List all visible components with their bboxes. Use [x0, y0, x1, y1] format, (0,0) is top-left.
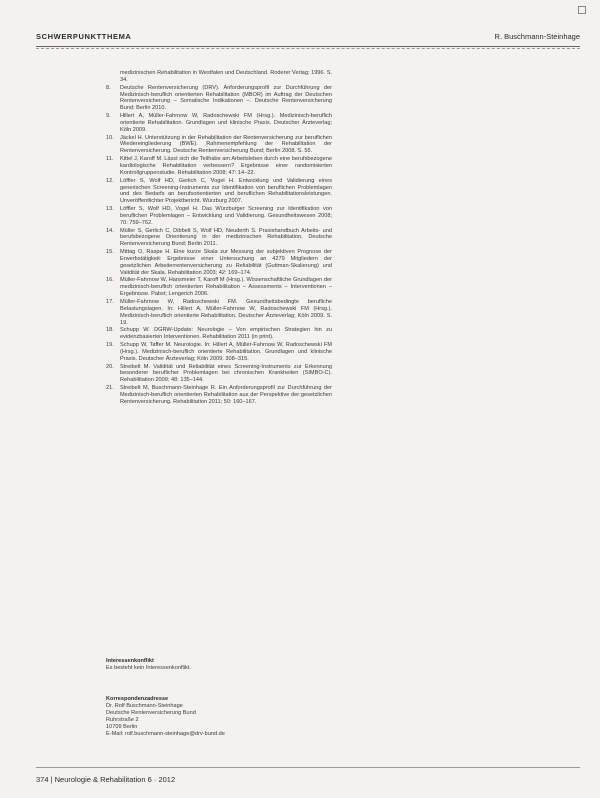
reference-item: [106, 364, 332, 385]
conflict-text: Es besteht kein Interessenkonflikt.: [106, 665, 191, 671]
section-label: SCHWERPUNKTTHEMA: [36, 32, 132, 41]
reference-text: Hillert A, Müller-Fahrnow W, Radoschewski FM (Hrsg.). Medizinisch-beruflich orientierte Rehabilitation. Grundlagen und klinische Praxis. Deutscher Ärzteverlag; Köln 2009.: [120, 113, 332, 133]
reference-number: 13.: [106, 206, 114, 213]
correspondence-line: 10709 Berlin: [106, 724, 138, 730]
reference-number: 9.: [106, 113, 111, 120]
header-rule: [36, 46, 580, 47]
reference-item: [106, 135, 332, 156]
reference-continuation: medizinischen Rehabilitation in Westfalen und Deutschland. Roderer Verlag; 1996. S. 34.: [120, 70, 332, 83]
reference-text: Schupp W. DGRW-Update: Neurologie – Von empirischen Strategien hin zu evidenzbasierten Interventionen. Rehabilitation 2011 (in print).: [120, 327, 332, 341]
reference-number: 8.: [106, 84, 111, 91]
correspondence-line: Ruhrstraße 2: [106, 717, 139, 723]
reference-item: [106, 299, 332, 326]
reference-number: 14.: [106, 227, 114, 234]
reference-item: [106, 206, 332, 227]
conflict-title: Interessenkonflikt: [106, 658, 154, 664]
correspondence-title: Korrespondenzadresse: [106, 696, 169, 702]
correspondence-line: Deutsche Rentenversicherung Bund: [106, 710, 196, 716]
reference-list: [106, 70, 332, 407]
correspondence-email: E-Mail: rolf.buschmann-steinhage@drv-bund.de: [106, 731, 225, 737]
reference-number: 17.: [106, 299, 114, 305]
page-header: [36, 30, 580, 46]
reference-number: 11.: [106, 156, 114, 163]
footer-rule: [36, 767, 580, 768]
reference-text: Streibelt M, Buschmann-Steinhage R. Ein Anforderungsprofil zur Durchführung der Medizinisch-beruflich orientierten Rehabilitation aus der Perspektive der gesetzlichen Rentenversicherung. Rehabilitation 2011; 50: 160–167.: [120, 385, 332, 405]
reference-item: [106, 277, 332, 298]
reference-number: 19.: [106, 342, 114, 349]
reference-number: 16.: [106, 277, 114, 284]
reference-text: Löffler S, Wolf HD, Gerlich C, Vogel H. Entwicklung und Validierung eines generischen Screening-Instruments zur Identifikation von beruflichen Problemlagen und des Bedarfs an berufsorientierten und beruflichen Rehabilitationsleistungen. Unveröffentlichter Projektbericht. Würzburg 2007.: [120, 177, 332, 205]
reference-item: [106, 113, 332, 134]
page-footer: 374 | Neurologie & Rehabilitation 6 · 2012: [36, 775, 176, 784]
reference-text: Müller-Fahrnow W, Radoschewski FM. Gesundheitsbedingte berufliche Belastungslagen. In: Hillert A, Müller-Fahrnow W, Radoschewski FM (Hrsg.). Medizinisch-beruflich orientierte Rehabilitation. Deutscher Ärzteverlag; Köln 2009. S. 19.: [120, 299, 332, 326]
reference-item: [106, 85, 332, 112]
header-rule-dashed: [36, 48, 580, 49]
reference-number: 15.: [106, 249, 114, 256]
reference-text: Schupp W, Taffer M. Neurologie. In: Hillert A, Müller-Fahrnow W, Radoschewski FM (Hrsg.). Medizinisch-beruflich orientierte Rehabilitation. Grundlagen und klinische Praxis. Deutscher Ärzteverlag; Köln 2009. 308–315.: [120, 342, 332, 362]
reference-number: 18.: [106, 327, 114, 334]
reference-text: Löffler S, Wolf HD, Vogel H. Das Würzburger Screening zur Identifikation von beruflichen Problemlagen – Entwicklung und Validierung. Gesundheitswesen 2008; 70: 759–762.: [120, 206, 332, 226]
author-label: R. Buschmann-Steinhage: [494, 32, 580, 41]
reference-text: Müller S, Gerlich C, Dibbelt S, Wolf HD, Neuderth S. Praxishandbuch Arbeits- und berufsbezogene Orientierung in der medizinischen Rehabilitation. Deutsche Rentenversicherung Bund; Berlin 2011.: [120, 227, 332, 248]
reference-number: 12.: [106, 177, 114, 184]
reference-item: [106, 327, 332, 341]
correspondence-line: Dr. Rolf Buschmann-Steinhage: [106, 703, 183, 709]
reference-item: [106, 156, 332, 177]
reference-number: 20.: [106, 363, 114, 370]
reference-text: Mittag O, Raspe H. Eine kurze Skala zur Messung der subjektiven Prognose der Erwerbstätigkeit: Ergebnisse einer Untersuchung an 4279 Mitgliedern der gesetzlichen Arbeiterrentenversicherung zu Reliabilität (Guttman-Skalierung) und Validität der Skala. Rehabilitation 2003; 42: 169–174.: [120, 249, 332, 276]
reference-number: 21.: [106, 385, 114, 392]
reference-number: 10.: [106, 134, 114, 141]
reference-text: Kittel J, Karoff M. Lässt sich die Teilhabe am Arbeitsleben durch eine berufsbezogene kardiologische Rehabilitation verbessern? Ergebnisse einer randomisierten Kontrollgruppenstudie. Rehabilitation 2008; 47: 14–22.: [120, 156, 332, 176]
reference-item: [106, 385, 332, 406]
correspondence-section: [106, 696, 332, 738]
reference-text: Deutsche Rentenversicherung (DRV). Anforderungsprofil zur Durchführung der Medizinisch-beruflich orientierten Rehabilitation (MBOR) im Auftrag der Deutschen Rentenversicherung – Somatische Indikationen –. Deutsche Rentenversicherung Bund; Berlin 2010.: [120, 84, 332, 112]
conflict-section: [106, 658, 332, 672]
reference-item: [106, 342, 332, 363]
scan-marker: [578, 6, 586, 14]
reference-item: [106, 178, 332, 205]
reference-item: [106, 249, 332, 276]
reference-item: [106, 228, 332, 249]
reference-text: Müller-Fahrnow W, Hansmeier T, Karoff M (Hrsg.). Wissenschaftliche Grundlagen der medizinisch-beruflich orientierten Rehabilitation – Assessments – Interventionen – Ergebnisse. Pabst; Lengerich 2006.: [120, 277, 332, 298]
reference-text: Jäckel H. Unterstützung in der Rehabilitation der Rentenversicherung zur beruflichen Wiedereingliederung (BWE). Rahmenempfehlung der Rehabilitation der Rentenversicherung. Deutsche Rentenversicherung Bund; Berlin 2008. S. 55.: [120, 134, 332, 155]
reference-text: Streibelt M. Validität und Reliabilität eines Screening-Instruments zur Erkennung besonderer beruflicher Problemlagen bei chronischen Krankheiten (SIMBO-C). Rehabilitation 2009; 48: 135–144.: [120, 363, 332, 384]
